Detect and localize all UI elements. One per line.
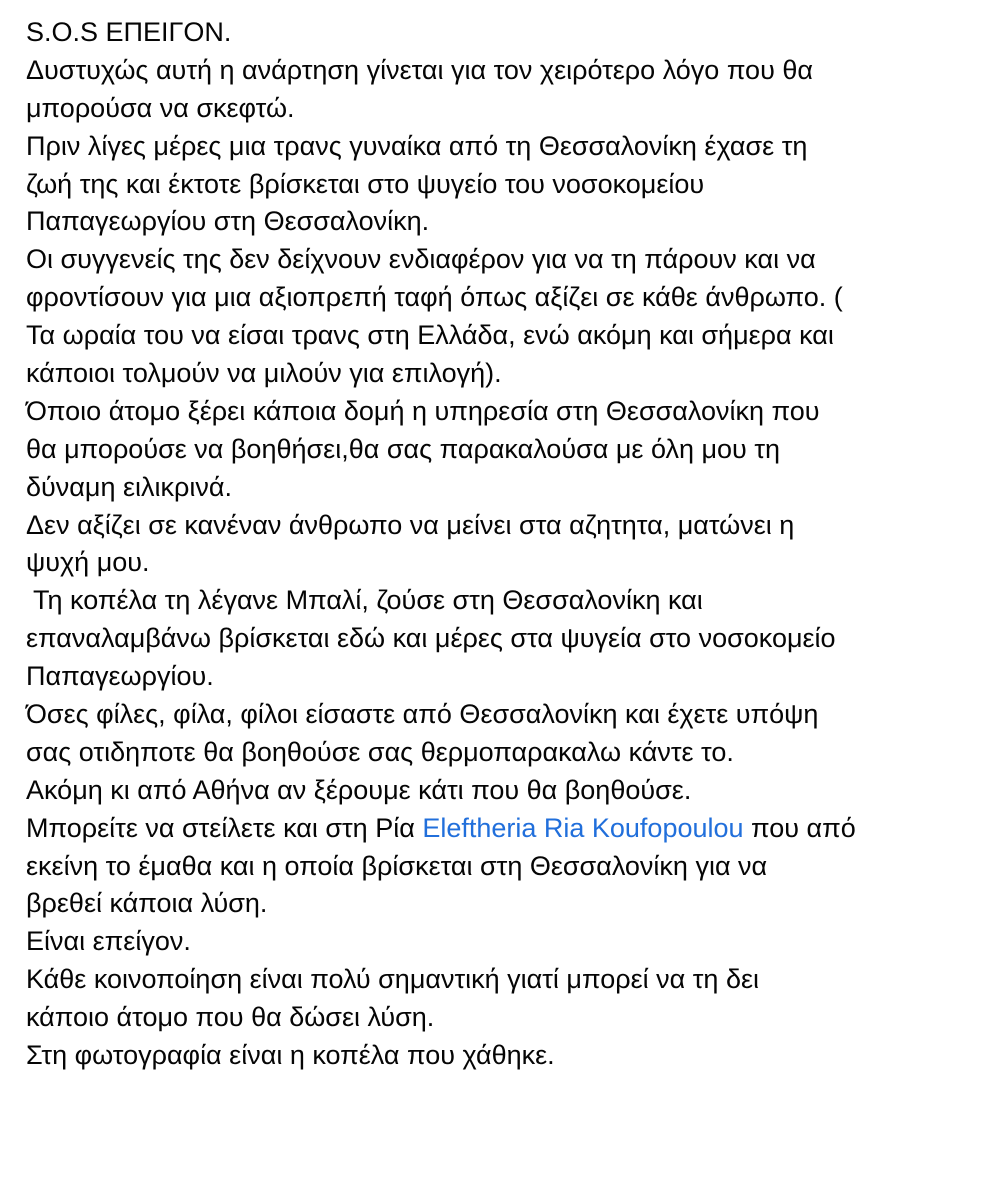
post-line: κάποιοι τολμούν να μιλούν για επιλογή). [26, 358, 502, 389]
mention-link-eleftheria-ria-koufopoulou[interactable]: Eleftheria Ria Koufopoulou [422, 812, 744, 843]
post-line: θα μπορούσε να βοηθήσει,θα σας παρακαλούσα με όλη μου τη [26, 433, 780, 464]
post-line: Οι συγγενείς της δεν δείχνουν ενδιαφέρον για να τη πάρουν και να [26, 244, 816, 275]
post-line: Ακόμη κι από Αθήνα αν ξέρουμε κάτι που θα βοηθούσε. [26, 774, 692, 805]
post-line: Όποιο άτομο ξέρει κάποια δομή η υπηρεσία στη Θεσσαλονίκη που [26, 395, 820, 426]
post-line: Είναι επείγον. [26, 926, 191, 957]
post-line: Πριν λίγες μέρες μια τρανς γυναίκα από τη Θεσσαλονίκη έχασε τη [26, 130, 808, 161]
post-line: σας οτιδηποτε θα βοηθούσε σας θερμοπαρακαλω κάντε το. [26, 736, 734, 767]
post-text [26, 14, 1000, 1075]
post-line: Παπαγεωργίου. [26, 661, 214, 692]
post-title: S.O.S ΕΠΕΙΓΟΝ. [26, 17, 232, 47]
post-line: εκείνη το έμαθα και η οποία βρίσκεται στη Θεσσαλονίκη για να [26, 850, 768, 881]
mention-line-after: που από [743, 812, 856, 843]
post-line: μπορούσα να σκεφτώ. [26, 92, 295, 123]
post-line: κάποιο άτομο που θα δώσει λύση. [26, 1002, 435, 1033]
post-line: επαναλαμβάνω βρίσκεται εδώ και μέρες στα ψυγεία στο νοσοκομείο [26, 623, 836, 654]
post-line: Τη κοπέλα τη λέγανε Μπαλί, ζούσε στη Θεσσαλονίκη και [26, 585, 703, 616]
post-line: βρεθεί κάποια λύση. [26, 888, 268, 919]
post-line: Όσες φίλες, φίλα, φίλοι είσαστε από Θεσσαλονίκη και έχετε υπόψη [26, 699, 819, 730]
post-line-with-mention [26, 810, 1000, 848]
post-line: Παπαγεωργίου στη Θεσσαλονίκη. [26, 206, 430, 237]
post-line: δύναμη ειλικρινά. [26, 471, 232, 502]
mention-line-before: Μπορείτε να στείλετε και στη Ρία [26, 812, 423, 843]
post-line: Τα ωραία του να είσαι τρανς στη Ελλάδα, ενώ ακόμη και σήμερα και [26, 320, 834, 351]
post-line: Δεν αξίζει σε κανέναν άνθρωπο να μείνει στα αζητητα, ματώνει η [26, 509, 795, 540]
post-line: Στη φωτογραφία είναι η κοπέλα που χάθηκε. [26, 1040, 555, 1071]
post-line: Δυστυχώς αυτή η ανάρτηση γίνεται για τον χειρότερο λόγο που θα [26, 54, 813, 85]
post-line: φροντίσουν για μια αξιοπρεπή ταφή όπως αξίζει σε κάθε άνθρωπο. ( [26, 282, 843, 313]
post-line: ψυχή μου. [26, 547, 150, 578]
post-line: Κάθε κοινοποίηση είναι πολύ σημαντική γιατί μπορεί να τη δει [26, 964, 760, 995]
post-line: ζωή της και έκτοτε βρίσκεται στο ψυγείο του νοσοκομείου [26, 168, 705, 199]
